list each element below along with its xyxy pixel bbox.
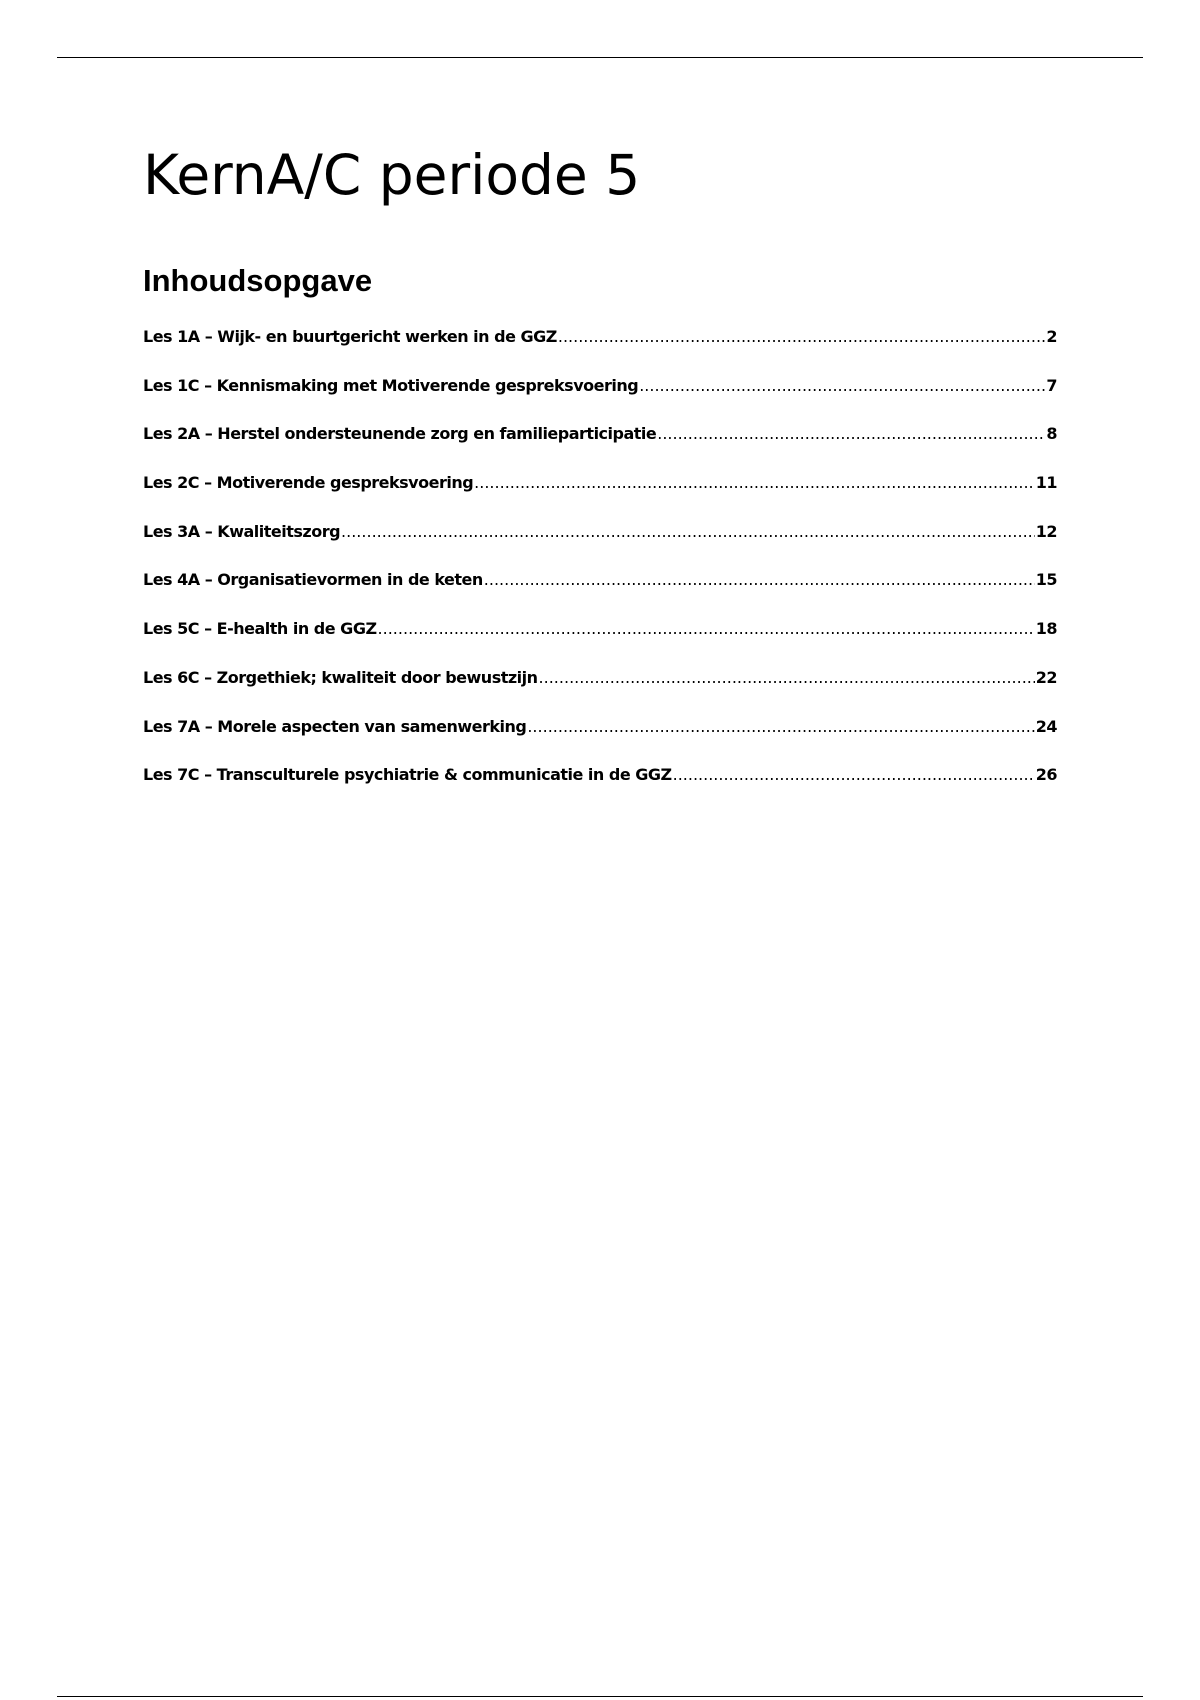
toc-entry-page: 2 <box>1046 327 1057 346</box>
toc-dot-leader <box>378 618 1035 640</box>
toc-dot-leader <box>673 764 1035 786</box>
toc-entry-page: 18 <box>1035 619 1057 639</box>
toc-dot-leader <box>527 716 1034 738</box>
toc-dot-leader <box>657 423 1045 445</box>
toc-heading: Inhoudsopgave <box>143 263 373 298</box>
toc-entry-page: 15 <box>1035 570 1057 590</box>
toc-entry-page: 11 <box>1035 473 1057 493</box>
toc-entry[interactable] <box>143 716 1057 765</box>
header-rule <box>57 57 1143 58</box>
toc-entry-page: 7 <box>1046 375 1057 395</box>
toc-entry-page: 8 <box>1046 424 1057 444</box>
toc-entry-page: 26 <box>1035 765 1057 785</box>
toc-entry-page: 22 <box>1035 667 1057 687</box>
toc-dot-leader <box>639 375 1045 397</box>
toc-dot-leader <box>484 569 1035 591</box>
toc-entry[interactable] <box>143 764 1057 813</box>
toc-entry[interactable] <box>143 423 1057 472</box>
toc-entry[interactable] <box>143 667 1057 716</box>
toc-entry[interactable] <box>143 326 1057 375</box>
toc-entry-label: Les 1A – Wijk- en buurtgericht werken in de GGZ <box>143 327 557 346</box>
toc-entry-label: Les 7A – Morele aspecten van samenwerking <box>143 716 527 736</box>
toc-entry-label: Les 7C – Transculturele psychiatrie & communicatie in de GGZ <box>143 765 672 785</box>
footer-rule <box>57 1696 1143 1697</box>
table-of-contents <box>143 326 1057 813</box>
toc-entry-label: Les 1C – Kennismaking met Motiverende gespreksvoering <box>143 375 639 395</box>
toc-entry-label: Les 2A – Herstel ondersteunende zorg en familieparticipatie <box>143 424 657 444</box>
toc-dot-leader <box>341 521 1035 543</box>
toc-entry-page: 24 <box>1035 716 1057 736</box>
toc-entry-label: Les 3A – Kwaliteitszorg <box>143 521 341 541</box>
toc-entry-page: 12 <box>1035 521 1057 541</box>
toc-entry[interactable] <box>143 472 1057 521</box>
toc-dot-leader <box>539 667 1035 689</box>
toc-entry[interactable] <box>143 569 1057 618</box>
toc-entry[interactable] <box>143 375 1057 424</box>
toc-entry-label: Les 4A – Organisatievormen in de keten <box>143 570 483 590</box>
toc-entry[interactable] <box>143 618 1057 667</box>
toc-dot-leader <box>558 326 1046 348</box>
toc-entry-label: Les 6C – Zorgethiek; kwaliteit door bewustzijn <box>143 667 538 687</box>
document-title: KernA/C periode 5 <box>143 143 641 207</box>
toc-entry-label: Les 2C – Motiverende gespreksvoering <box>143 473 474 493</box>
toc-entry[interactable] <box>143 521 1057 570</box>
toc-dot-leader <box>474 472 1035 494</box>
toc-entry-label: Les 5C – E-health in de GGZ <box>143 619 377 639</box>
